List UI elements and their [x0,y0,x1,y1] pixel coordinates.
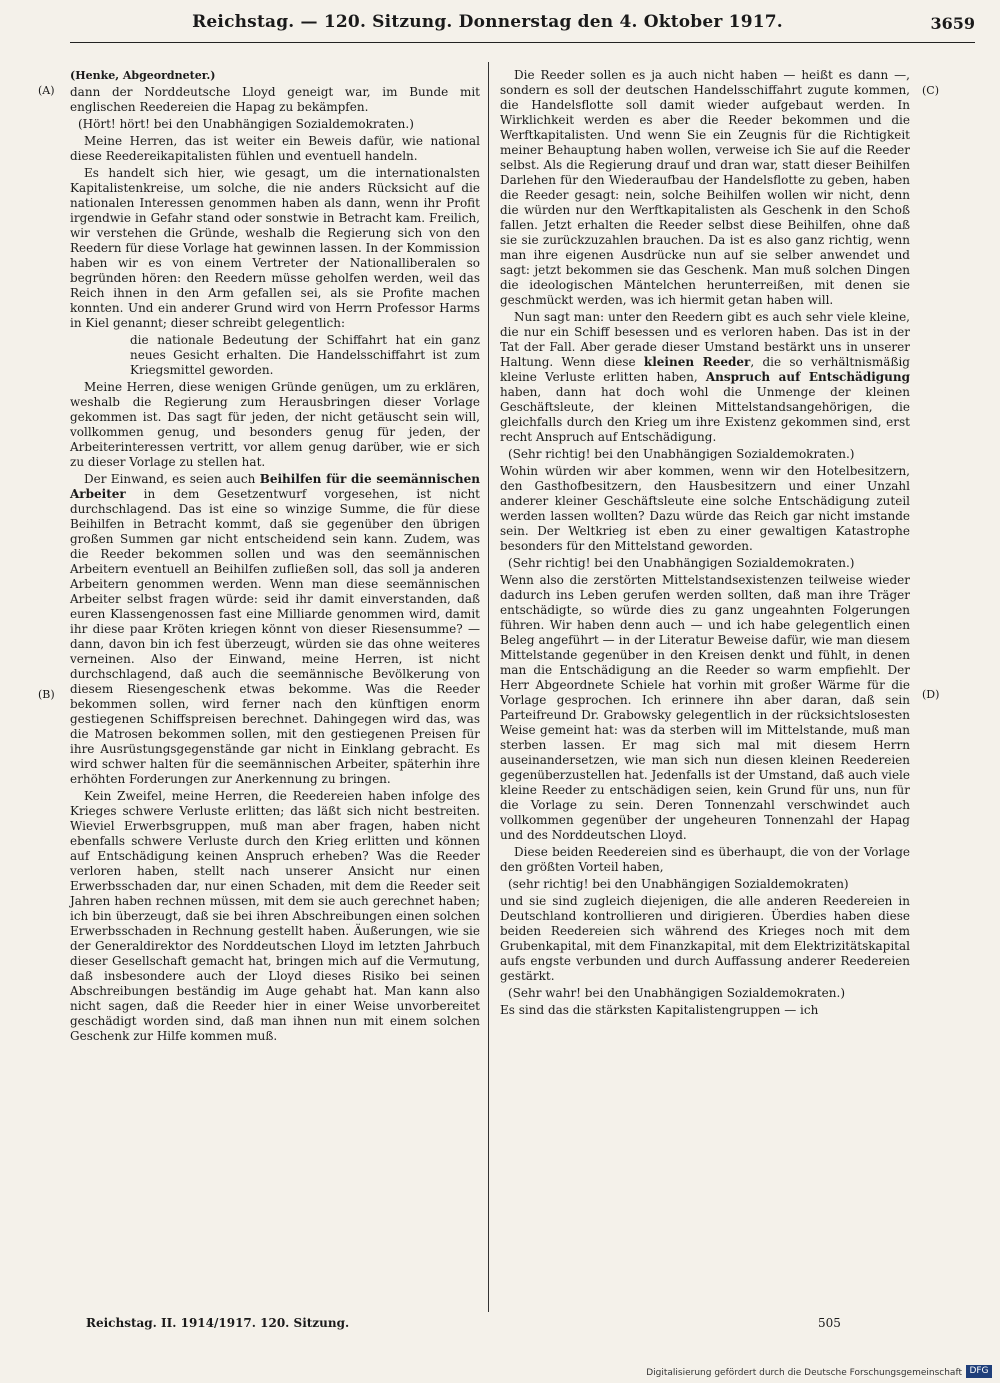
paragraph: Meine Herren, diese wenigen Gründe genügen, um zu erklären, weshalb die Regierung zum Herausbringen dieser Vorlage gekommen ist. Das sagt für jeden, der nicht getäuscht sein will, vollkommen genug, und besonders genug für jeden, der Arbeiterinteressen vertritt, vor allem genug darüber, wie er sich zu dieser Vorlage zu stellen hat. [70,380,480,469]
page-header [70,6,975,40]
paragraph: Kein Zweifel, meine Herren, die Reedereien haben infolge des Krieges schwere Verluste erlitten; das läßt sich nicht bestreiten. Wieviel Erwerbsgruppen, muß man aber fragen, haben nicht ebenfalls schwere Verluste durch den Krieg erlitten und können auf Entschädigung keinen Anspruch erheben? Was die Reeder verloren haben, stellt nach unserer Ansicht nur einen Erwerbsschaden dar, nur einen Schaden, mit dem die Reeder seit Jahren haben rechnen müssen, mit dem sie auch gerechnet haben; ich bin überzeugt, daß sie bei ihren Abschreibungen einen solchen Erwerbsschaden in Rechnung gestellt haben. Äußerungen, wie sie der Generaldirektor des Norddeutschen Lloyd im letzten Jahrbuch dieser Gesellschaft gemacht hat, bringen mich auf die Vermutung, daß insbesondere auch der Lloyd dieses Risiko bei seinen Abschreibungen beständig im Auge gehabt hat. Man kann also nicht sagen, daß die Reeder hier in einer Weise unvorbereitet geschädigt worden sind, daß man ihnen nun mit einem solchen Geschenk zur Hilfe kommen muß. [70,789,480,1043]
margin-marker-b: (B) [38,688,55,701]
paragraph: Diese beiden Reedereien sind es überhaupt, die von der Vorlage den größten Vorteil haben, [500,845,910,874]
margin-marker-c: (C) [922,84,939,97]
margin-marker-a: (A) [38,84,55,97]
header-rule [70,42,975,43]
text-run: Nun sagt man: unter den Reedern gibt es auch sehr viele kleine, die nur ein Schiff besessen und es verloren haben. Das ist in der Tat der Fall. Aber gerade dieser Umstand bestärkt uns in unserer Haltung. Wenn diese [500,310,910,369]
interjection: (Sehr richtig! bei den Unabhängigen Sozialdemokraten.) [508,556,855,570]
column-divider [488,62,489,1312]
left-column [70,68,480,1046]
dfg-logo: DFG [966,1365,992,1378]
paragraph: und sie sind zugleich diejenigen, die alle anderen Reedereien in Deutschland kontrollieren und dirigieren. Überdies haben diese beiden Reedereien sich während des Krieges noch mit dem Grubenkapital, mit dem Finanzkapital, mit dem Elektrizitätskapital aufs engste verbunden und durch Auffassung anderer Reedereien gestärkt. [500,894,910,983]
bold-phrase: Anspruch auf Entschädigung [705,370,911,384]
text-run: , die so verhältnismäßig kleine Verluste erlitten haben, [500,355,910,384]
bold-phrase: kleinen Reeder [643,355,751,369]
right-column [500,68,910,1020]
text-run: Der Einwand, es seien auch [84,472,260,486]
paragraph: Wenn also die zerstörten Mittelstandsexistenzen teilweise wieder dadurch ins Leben gerufen werden sollten, daß man ihre Träger entschädigte, so würde dies zu ganz ungeahnten Folgerungen führen. Wir haben denn auch — und ich habe gelegentlich einen Beleg angeführt — in der Literatur Beweise dafür, wie man diesem Mittelstande gegenüber in den Kreisen denkt und fühlt, in denen man die Entschädigung an die Reeder so warm empfiehlt. Der Herr Abgeordnete Schiele hat vorhin mit großer Wärme für die Vorlage gesprochen. Ich erinnere ihn aber daran, daß sein Parteifreund Dr. Grabowsky gelegentlich in der rücksichtslosesten Weise gemeint hat: was da sterben will im Mittelstande, muß man sterben lassen. Er mag sich mal mit diesem Herrn auseinandersetzen, wie man sich nun diesen kleinen Reedereien gegenüberzustellen hat. Jedenfalls ist der Umstand, daß auch viele kleine Reeder zu entschädigen seien, kein Grund für uns, nun für die Vorlage zu sein. Deren Tonnenzahl verschwindet auch vollkommen gegenüber der ungeheuren Tonnenzahl der Hapag und des Norddeutschen Lloyd. [500,573,910,842]
bold-phrase: Beihilfen für die seemännischen Arbeiter [70,472,480,501]
paragraph: dann der Norddeutsche Lloyd geneigt war, im Bunde mit englischen Reedereien die Hapag zu bekämpfen. [70,85,480,114]
interjection: (Sehr richtig! bei den Unabhängigen Sozialdemokraten.) [508,447,855,461]
footer-signature: 505 [818,1316,841,1330]
paragraph: Meine Herren, das ist weiter ein Beweis dafür, wie national diese Reedereikapitalisten fühlen und eventuell handeln. [70,134,480,163]
footer-session: Reichstag. II. 1914/1917. 120. Sitzung. [86,1316,350,1330]
interjection: (Sehr wahr! bei den Unabhängigen Sozialdemokraten.) [508,986,846,1000]
paragraph: Es sind das die stärksten Kapitalistengruppen — ich [500,1003,819,1017]
digitization-credit: Digitalisierung gefördert durch die Deutsche Forschungsgemeinschaft [646,1368,962,1378]
text-run: in dem Gesetzentwurf vorgesehen, ist nicht durchschlagend. Das ist eine so winzige Summe, die für diese Beihilfen in Betracht kommt, daß sie gegenüber den übrigen großen Summen gar nicht entscheidend sein kann. Zudem, was die Reeder bekommen sollen und was den seemännischen Arbeitern eventuell an Beihilfen zufließen soll, das soll ja anderen Arbeitern genommen werden. Wenn man diese seemännischen Arbeiter selbst fragen würde: seid ihr damit einverstanden, daß euren Klassengenossen fast eine Milliarde genommen wird, damit ihr diese paar Kröten kriegen könnt von dieser Riesensumme? — dann, davon bin ich fest überzeugt, würden sie das ohne weiteres verneinen. Also der Einwand, meine Herren, ist nicht durchschlagend, daß auch die seemännische Bevölkerung von diesem Riesengeschenk etwas bekomme. Was die Reeder bekommen sollen, wird ferner nach den künftigen enorm gestiegenen Schiffspreisen berechnet. Dahingegen wird das, was die Matrosen bekommen sollen, mit den gestiegenen Preisen für ihre Ausrüstungsgegenstände gar nicht in Einklang gebracht. Es wird schwer halten für die seemännischen Arbeiter, späterhin ihre erhöhten Forderungen zur Anerkennung zu bringen. [70,487,480,786]
paragraph: Es handelt sich hier, wie gesagt, um die internationalsten Kapitalistenkreise, um solche, die nie anders Rücksicht auf die nationalen Interessen genommen haben als dann, wenn ihr Profit irgendwie in Gefahr stand oder sonstwie in Betracht kam. Freilich, wir verstehen die Gründe, weshalb die Regierung sich von den Reedern für diese Vorlage hat gewinnen lassen. In der Kommission haben wir es von einem Vertreter der Nationalliberalen so begründen hören: den Reedern müsse geholfen werden, weil das Reich ihnen in den Arm gefallen sei, als sie Profite machen konnten. Und ein anderer Grund wird von Herrn Professor Harms in Kiel genannt; dieser schreibt gelegentlich: [70,166,480,330]
header-title: Reichstag. — 120. Sitzung. Donnerstag den 4. Oktober 1917. [192,12,783,32]
paragraph: Wohin würden wir aber kommen, wenn wir den Hotelbesitzern, den Gasthofbesitzern, den Hausbesitzern und einer Unzahl anderer kleiner Geschäftsleute eine solche Entschädigung zuteil werden lassen wollten? Dazu würde das Reich gar nicht imstande sein. Der Weltkrieg ist eben zu einer gewaltigen Katastrophe besonders für den Mittelstand geworden. [500,464,910,553]
interjection: (Hört! hört! bei den Unabhängigen Sozialdemokraten.) [78,117,414,131]
paragraph: Die Reeder sollen es ja auch nicht haben — heißt es dann —, sondern es soll der deutschen Handelsschiffahrt zugute kommen, die Handelsflotte soll damit wieder aufgebaut werden. In Wirklichkeit werden es aber die Reeder bekommen und die Werftkapitalisten. Und wenn Sie ein Zeugnis für die Richtigkeit meiner Behauptung haben wollen, verweise ich Sie auf die Reeder selbst. Als die Regierung drauf und dran war, statt dieser Beihilfen Darlehen für den Wiederaufbau der Handelsflotte zu geben, haben die Reeder gesagt: nein, solche Beihilfen wollen wir nicht, denn die würden nur den Werftkapitalisten als Geschenk in den Schoß fallen. Jetzt erhalten die Reeder selbst diese Beihilfen, ohne daß sie sie zurückzuzahlen brauchen. Da ist es also ganz richtig, wenn man ihre eigenen Ausdrücke nun auf sie selber anwendet und sagt: jetzt bekommen sie das Geschenk. Man muß solchen Dingen die ideologischen Mäntelchen herunterreißen, mit denen sie geschmückt werden, was ich hiermit getan haben will. [500,68,910,307]
speaker-label: (Henke, Abgeordneter.) [70,69,216,82]
interjection: (sehr richtig! bei den Unabhängigen Sozialdemokraten) [508,877,849,891]
paragraph [500,310,910,445]
page-number: 3659 [930,14,975,33]
paragraph [70,472,480,787]
margin-marker-d: (D) [922,688,940,701]
text-run: haben, dann hat doch wohl die Unmenge der kleinen Geschäftsleute, der kleinen Mittelstandsangehörigen, die gleichfalls durch den Krieg um ihre Existenz gekommen sind, erst recht Anspruch auf Entschädigung. [500,385,910,444]
block-quote: die nationale Bedeutung der Schiffahrt hat ein ganz neues Gesicht erhalten. Die Handelsschiffahrt ist zum Kriegsmittel geworden. [130,333,480,377]
